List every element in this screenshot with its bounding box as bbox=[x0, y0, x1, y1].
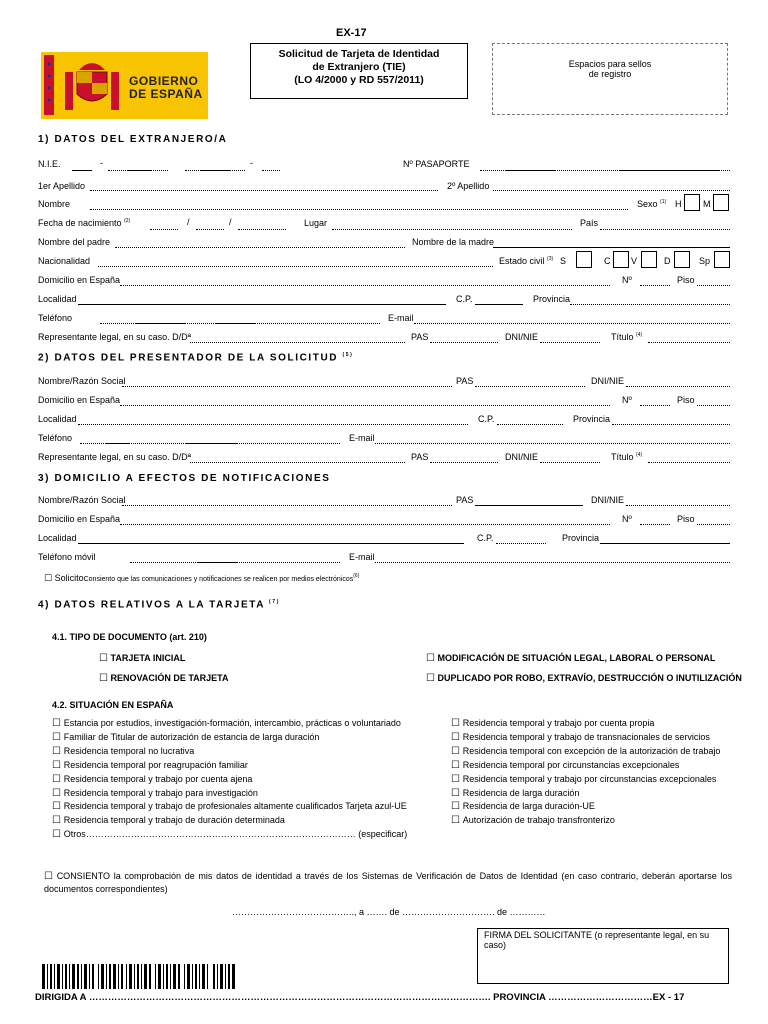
situation-option[interactable] bbox=[52, 746, 194, 757]
s2-province-label: Provincia bbox=[573, 414, 611, 424]
title-line: (LO 4/2000 y RD 557/2011) bbox=[294, 74, 424, 86]
floor-label: Piso bbox=[677, 275, 695, 285]
name-field[interactable] bbox=[90, 209, 628, 210]
s2-representative-label: Representante legal, en su caso. D/Dª bbox=[38, 452, 191, 462]
s2-title-field[interactable] bbox=[648, 462, 730, 463]
s3-email-field[interactable] bbox=[375, 562, 730, 563]
civil-v-label: V bbox=[631, 256, 638, 266]
checkbox-icon[interactable]: ☐ bbox=[451, 745, 463, 757]
nie-letter-field[interactable] bbox=[72, 170, 92, 171]
surname1-label: 1er Apellido bbox=[38, 181, 86, 191]
s3-pas-label: PAS bbox=[456, 495, 474, 505]
civil-s-checkbox[interactable] bbox=[576, 251, 592, 268]
situation-option-label: Residencia de larga duración bbox=[462, 787, 580, 798]
situation-option[interactable] bbox=[451, 801, 595, 812]
situation-option[interactable] bbox=[52, 815, 285, 826]
s3-floor-field[interactable] bbox=[697, 524, 730, 525]
s2-dni-field[interactable] bbox=[626, 386, 730, 387]
phone-field bbox=[216, 323, 256, 324]
checkbox-icon[interactable]: ☐ bbox=[52, 787, 64, 799]
surname1-field[interactable] bbox=[90, 190, 438, 191]
s3-dni-label: DNI/NIE bbox=[591, 495, 625, 505]
checkbox-icon[interactable]: ☐ bbox=[451, 815, 463, 827]
situation-option-label: Residencia temporal y trabajo por cuenta ajena bbox=[63, 773, 253, 784]
city-label: Localidad bbox=[38, 294, 77, 304]
slash: / bbox=[187, 217, 190, 227]
s2-province-field[interactable] bbox=[612, 424, 730, 425]
opt-duplicate[interactable]: ☐ DUPLICADO POR ROBO, EXTRAVÍO, DESTRUCCIÓN O INUTILIZACIÓN bbox=[426, 673, 742, 684]
identity-consent[interactable] bbox=[44, 870, 732, 896]
section-4-title: 4) DATOS RELATIVOS A LA TARJETA $^{(7)}$ bbox=[38, 599, 280, 611]
birthplace-label: Lugar bbox=[304, 218, 328, 228]
s2-city-label: Localidad bbox=[38, 414, 77, 424]
checkbox-icon[interactable]: ☐ bbox=[44, 573, 53, 583]
sex-label: Sexo $^{(1)}$ bbox=[637, 199, 667, 209]
stamp-area bbox=[492, 43, 728, 115]
s2-address-field[interactable] bbox=[120, 405, 610, 406]
checkbox-icon[interactable]: ☐ bbox=[451, 759, 463, 771]
s3-province-field[interactable] bbox=[600, 543, 730, 544]
s2-representative-field[interactable] bbox=[190, 462, 405, 463]
s3-floor-label: Piso bbox=[677, 514, 695, 524]
s2-number-field[interactable] bbox=[640, 405, 670, 406]
country-field[interactable] bbox=[600, 229, 730, 230]
s2-name-label: Nombre/Razón Social bbox=[38, 376, 126, 386]
opt-renewal[interactable]: ☐ RENOVACIÓN DE TARJETA bbox=[99, 673, 229, 684]
situation-option[interactable] bbox=[52, 774, 252, 785]
checkbox-icon[interactable]: ☐ bbox=[451, 801, 463, 813]
situation-option[interactable] bbox=[52, 829, 407, 840]
situation-option-label: Residencia temporal y trabajo de duración determinada bbox=[63, 815, 285, 826]
name-label: Nombre bbox=[38, 199, 71, 209]
s3-pas-field[interactable] bbox=[475, 505, 583, 506]
civil-d-checkbox[interactable] bbox=[674, 251, 690, 268]
checkbox-icon[interactable]: ☐ bbox=[52, 731, 64, 743]
s3-city-field[interactable] bbox=[78, 543, 464, 544]
mother-label: Nombre de la madre bbox=[412, 237, 495, 247]
nie-number-field bbox=[200, 170, 230, 171]
date-place-line[interactable]: ………………………………….., a ……. de …………………………. de ………… bbox=[232, 907, 546, 917]
s3-postcode-label: C.P. bbox=[477, 533, 494, 543]
pas-label: PAS bbox=[411, 332, 429, 342]
situation-option-label: Otros……………………………………………………………………………… (especificar) bbox=[63, 829, 408, 840]
situation-option-label: Residencia temporal con excepción de la autorización de trabajo bbox=[462, 745, 721, 756]
slash: / bbox=[229, 217, 232, 227]
s3-name-label: Nombre/Razón Social bbox=[38, 495, 126, 505]
number-label: Nº bbox=[622, 275, 632, 285]
floor-field[interactable] bbox=[697, 285, 730, 286]
opt-initial-card[interactable]: ☐ TARJETA INICIAL bbox=[99, 653, 186, 664]
nationality-field[interactable] bbox=[98, 266, 493, 267]
situation-option-label: Familiar de Titular de autorización de estancia de larga duración bbox=[63, 731, 320, 742]
father-field[interactable] bbox=[115, 247, 405, 248]
nationality-label: Nacionalidad bbox=[38, 256, 91, 266]
checkbox-icon[interactable]: ☐ bbox=[52, 815, 64, 827]
checkbox-icon[interactable]: ☐ bbox=[451, 731, 463, 743]
country-label: País bbox=[580, 218, 599, 228]
situation-option-label: Estancia por estudios, investigación-formación, intercambio, prácticas o voluntariado bbox=[63, 718, 401, 728]
sex-m-label: M bbox=[703, 199, 711, 209]
province-label: Provincia bbox=[533, 294, 571, 304]
situation-option[interactable] bbox=[451, 718, 654, 729]
situation-option[interactable] bbox=[451, 760, 679, 771]
s2-name-field[interactable] bbox=[122, 386, 452, 387]
stamp-line: Espacios para sellos bbox=[568, 59, 652, 69]
birth-day-field[interactable] bbox=[150, 229, 178, 230]
addressed-to-line: DIRIGIDA A ………………………………………………………………………………………………………………. PROVINCIA ……………………………EX - 17 bbox=[35, 992, 685, 1003]
email-label: E-mail bbox=[388, 313, 414, 323]
title-label: Título $^{(4)}$ bbox=[611, 332, 643, 342]
section-3-title: 3) DOMICILIO A EFECTOS DE NOTIFICACIONES bbox=[38, 473, 331, 484]
s2-pas-label: PAS bbox=[456, 376, 474, 386]
section-1-title: 1) DATOS DEL EXTRANJERO/A bbox=[38, 134, 228, 145]
number-field[interactable] bbox=[640, 285, 670, 286]
civil-sp-label: Sp bbox=[699, 256, 711, 266]
s2-pas-field[interactable] bbox=[475, 386, 585, 387]
father-label: Nombre del padre bbox=[38, 237, 111, 247]
city-field[interactable] bbox=[78, 304, 446, 305]
postcode-field[interactable] bbox=[475, 304, 523, 305]
situation-option[interactable] bbox=[52, 718, 401, 729]
representative-label: Representante legal, en su caso. D/Dª bbox=[38, 332, 191, 342]
birth-month-field[interactable] bbox=[196, 229, 224, 230]
checkbox-icon[interactable]: ☐ bbox=[52, 829, 64, 841]
pas-field[interactable] bbox=[430, 342, 498, 343]
situation-option[interactable] bbox=[52, 788, 258, 799]
checkbox-icon[interactable]: ☐ bbox=[52, 718, 64, 729]
situation-option-label: Residencia temporal y trabajo de profesionales altamente cualificados Tarjeta azul-UE bbox=[63, 801, 407, 812]
s3-postcode-field[interactable] bbox=[496, 543, 546, 544]
passport-field bbox=[505, 170, 555, 171]
s2-rep-pas-field[interactable] bbox=[430, 462, 498, 463]
s2-email-label: E-mail bbox=[349, 433, 375, 443]
s2-phone-field bbox=[186, 443, 238, 444]
situation-option-label: Residencia de larga duración-UE bbox=[462, 801, 595, 812]
s3-dni-field[interactable] bbox=[626, 505, 730, 506]
situation-option-label: Autorización de trabajo transfronterizo bbox=[462, 815, 615, 826]
representative-field[interactable] bbox=[190, 342, 405, 343]
mother-field[interactable] bbox=[493, 247, 730, 248]
identity-consent-text: CONSIENTO la comprobación de mis datos de identidad a través de los Sistemas de Verificación de Datos de Identidad (en caso contrario, deberán aportarse los documentos correspondientes) bbox=[44, 871, 732, 894]
checkbox-icon: ☐ bbox=[99, 653, 108, 664]
situation-option[interactable] bbox=[451, 732, 710, 743]
dash: - bbox=[250, 158, 253, 168]
stamp-line: de registro bbox=[588, 69, 632, 79]
doc-type-subtitle: 4.1. TIPO DE DOCUMENTO (art. 210) bbox=[52, 632, 207, 642]
checkbox-icon[interactable]: ☐ bbox=[52, 745, 64, 757]
birth-year-field[interactable] bbox=[238, 229, 286, 230]
civil-d-label: D bbox=[664, 256, 671, 266]
checkbox-icon[interactable]: ☐ bbox=[451, 773, 463, 785]
passport-label: Nº PASAPORTE bbox=[403, 159, 470, 169]
dni-label: DNI/NIE bbox=[505, 332, 539, 342]
situation-option-label: Residencia temporal por reagrupación familiar bbox=[63, 759, 248, 770]
situation-option[interactable] bbox=[451, 815, 615, 826]
situation-option-label: Residencia temporal no lucrativa bbox=[63, 745, 195, 756]
consent-text: Consiento que las comunicaciones y notificaciones se realicen por medios electrónicos bbox=[83, 576, 354, 583]
civil-c-checkbox[interactable] bbox=[613, 251, 629, 268]
birthdate-label: Fecha de nacimiento $^{(2)}$ bbox=[38, 218, 131, 228]
checkbox-icon[interactable]: ☐ bbox=[52, 759, 64, 771]
nie-control-field[interactable] bbox=[262, 170, 280, 171]
title-line: de Extranjero (TIE) bbox=[312, 61, 406, 73]
e-notification-consent[interactable]: ☐ SolicitoConsiento que las comunicaciones y notificaciones se realicen por medios electrónicos$^{(6)}$ bbox=[44, 573, 360, 583]
s3-city-label: Localidad bbox=[38, 533, 77, 543]
s2-floor-field[interactable] bbox=[697, 405, 730, 406]
s3-number-label: Nº bbox=[622, 514, 632, 524]
dash: - bbox=[100, 158, 103, 168]
s2-dni-label: DNI/NIE bbox=[591, 376, 625, 386]
situation-option-label: Residencia temporal por circunstancias excepcionales bbox=[462, 759, 680, 770]
s2-postcode-label: C.P. bbox=[478, 414, 495, 424]
s2-phone-label: Teléfono bbox=[38, 433, 73, 443]
s3-email-label: E-mail bbox=[349, 552, 375, 562]
situation-option[interactable] bbox=[52, 760, 248, 771]
checkbox-icon[interactable]: ☐ bbox=[451, 718, 463, 729]
logo-text-2: DE ESPAÑA bbox=[129, 87, 203, 101]
checkbox-icon[interactable]: ☐ bbox=[52, 773, 64, 785]
checkbox-icon: ☐ bbox=[426, 673, 435, 684]
address-label: Domicilio en España bbox=[38, 275, 121, 285]
s3-number-field[interactable] bbox=[640, 524, 670, 525]
s2-rep-pas-label: PAS bbox=[411, 452, 429, 462]
title-line: Solicitud de Tarjeta de Identidad bbox=[278, 48, 440, 60]
situation-option-label: Residencia temporal y trabajo por circunstancias excepcionales bbox=[462, 773, 717, 784]
form-title bbox=[250, 43, 468, 99]
birthplace-field[interactable] bbox=[332, 229, 572, 230]
surname2-field[interactable] bbox=[493, 190, 730, 191]
checkbox-icon[interactable]: ☐ bbox=[44, 871, 53, 882]
s2-city-field[interactable] bbox=[78, 424, 468, 425]
passport-field bbox=[620, 170, 720, 171]
situation-subtitle: 4.2. SITUACIÓN EN ESPAÑA bbox=[52, 700, 174, 710]
surname2-label: 2º Apellido bbox=[447, 181, 490, 191]
s3-mobile-field bbox=[198, 562, 238, 563]
situation-option-label: Residencia temporal y trabajo por cuenta propia bbox=[462, 718, 655, 728]
email-field[interactable] bbox=[414, 323, 730, 324]
civil-v-checkbox[interactable] bbox=[641, 251, 657, 268]
s3-address-field[interactable] bbox=[120, 524, 610, 525]
civil-status-label: Estado civil $^{(3)}$ bbox=[499, 256, 554, 266]
government-logo bbox=[41, 52, 208, 119]
s2-postcode-field[interactable] bbox=[497, 424, 563, 425]
s2-rep-dni-label: DNI/NIE bbox=[505, 452, 539, 462]
address-field[interactable] bbox=[120, 285, 610, 286]
title-field[interactable] bbox=[648, 342, 730, 343]
s3-mobile-label: Teléfono móvil bbox=[38, 552, 96, 562]
sex-m-checkbox[interactable] bbox=[713, 194, 729, 211]
s2-floor-label: Piso bbox=[677, 395, 695, 405]
situation-option-label: Residencia temporal y trabajo de transnacionales de servicios bbox=[462, 731, 710, 742]
solicito-label: Solicito bbox=[54, 573, 84, 583]
s3-name-field[interactable] bbox=[122, 505, 452, 506]
civil-sp-checkbox[interactable] bbox=[714, 251, 730, 268]
civil-s-label: S bbox=[560, 256, 567, 266]
nie-label: N.I.E. bbox=[38, 159, 61, 169]
sex-h-label: H bbox=[675, 199, 682, 209]
situation-option[interactable] bbox=[52, 801, 407, 812]
s2-number-label: Nº bbox=[622, 395, 632, 405]
phone-label: Teléfono bbox=[38, 313, 73, 323]
civil-c-label: C bbox=[604, 256, 611, 266]
situation-option-label: Residencia temporal y trabajo para investigación bbox=[63, 787, 258, 798]
s2-title-label: Título $^{(4)}$ bbox=[611, 452, 643, 462]
s3-address-label: Domicilio en España bbox=[38, 514, 121, 524]
opt-modification[interactable]: ☐ MODIFICACIÓN DE SITUACIÓN LEGAL, LABORAL O PERSONAL bbox=[426, 653, 716, 664]
nie-number-field bbox=[128, 170, 152, 171]
checkbox-icon: ☐ bbox=[426, 653, 435, 664]
s2-phone-field bbox=[105, 443, 129, 444]
sex-h-checkbox[interactable] bbox=[684, 194, 700, 211]
situation-option[interactable] bbox=[451, 746, 720, 757]
form-code: EX-17 bbox=[336, 27, 367, 39]
s3-province-label: Provincia bbox=[562, 533, 600, 543]
situation-option[interactable] bbox=[451, 774, 716, 785]
section-2-title: 2) DATOS DEL PRESENTADOR DE LA SOLICITUD $^{(5)}$ bbox=[38, 352, 354, 364]
s2-email-field[interactable] bbox=[375, 443, 730, 444]
checkbox-icon[interactable]: ☐ bbox=[451, 787, 463, 799]
logo-text-1: GOBIERNO bbox=[129, 74, 199, 88]
signature-box[interactable] bbox=[477, 928, 729, 984]
checkbox-icon[interactable]: ☐ bbox=[52, 801, 64, 813]
s2-address-label: Domicilio en España bbox=[38, 395, 121, 405]
s2-rep-dni-field[interactable] bbox=[540, 462, 600, 463]
phone-field bbox=[135, 323, 185, 324]
province-field[interactable] bbox=[570, 304, 730, 305]
dni-field[interactable] bbox=[540, 342, 600, 343]
postcode-label: C.P. bbox=[456, 294, 473, 304]
signature-label: FIRMA DEL SOLICITANTE (o representante legal, en su caso) bbox=[484, 930, 710, 950]
checkbox-icon: ☐ bbox=[99, 673, 108, 684]
situation-option[interactable] bbox=[451, 788, 579, 799]
situation-option[interactable] bbox=[52, 732, 319, 743]
